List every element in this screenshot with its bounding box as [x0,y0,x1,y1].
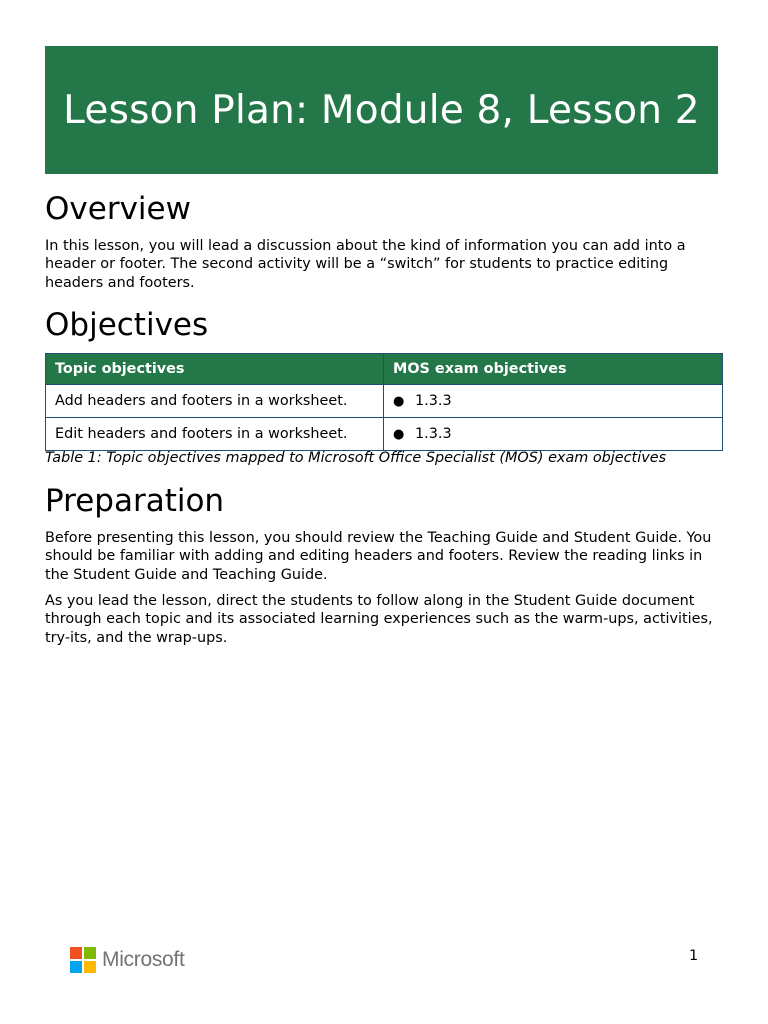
topic-objective-cell: Edit headers and footers in a worksheet. [46,418,384,451]
page-title: Lesson Plan: Module 8, Lesson 2 [63,87,700,133]
bullet-icon: ● [393,426,405,442]
preparation-heading: Preparation [45,483,225,519]
title-banner [45,46,718,174]
bullet-icon: ● [393,393,405,409]
objectives-heading: Objectives [45,307,209,343]
topic-objective-cell: Add headers and footers in a worksheet. [46,385,384,418]
mos-objective-value: 1.3.3 [415,393,452,409]
logo-square-green [84,947,96,959]
overview-heading: Overview [45,191,191,227]
table-row [46,385,723,418]
table-header-row [46,354,723,385]
logo-square-blue [70,961,82,973]
page-number: 1 [689,948,699,964]
mos-objective-value: 1.3.3 [415,426,452,442]
logo-square-yellow [84,961,96,973]
overview-paragraph: In this lesson, you will lead a discussion about the kind of information you can add into a header or footer. The second activity will be a “switch” for students to practice editing headers and footers. [45,238,686,291]
column-header-topic: Topic objectives [46,354,384,385]
mos-objective-cell [384,385,723,418]
table-row [46,418,723,451]
preparation-paragraph-1: Before presenting this lesson, you should review the Teaching Guide and Student Guide. You should be familiar with adding and editing headers and footers. Review the reading links in the Student Guide and Teaching Guide. [45,530,712,583]
preparation-paragraph-2: As you lead the lesson, direct the students to follow along in the Student Guide document through each topic and its associated learning experiences such as the warm-ups, activities, try-its, and the wrap-ups. [45,593,713,646]
logo-square-red [70,947,82,959]
column-header-mos: MOS exam objectives [384,354,723,385]
microsoft-logo-text: Microsoft [102,948,185,971]
table-caption: Table 1: Topic objectives mapped to Microsoft Office Specialist (MOS) exam objectives [45,450,667,466]
microsoft-logo [70,947,184,973]
mos-objective-cell [384,418,723,451]
objectives-table [45,353,723,451]
microsoft-logo-icon [70,947,96,973]
